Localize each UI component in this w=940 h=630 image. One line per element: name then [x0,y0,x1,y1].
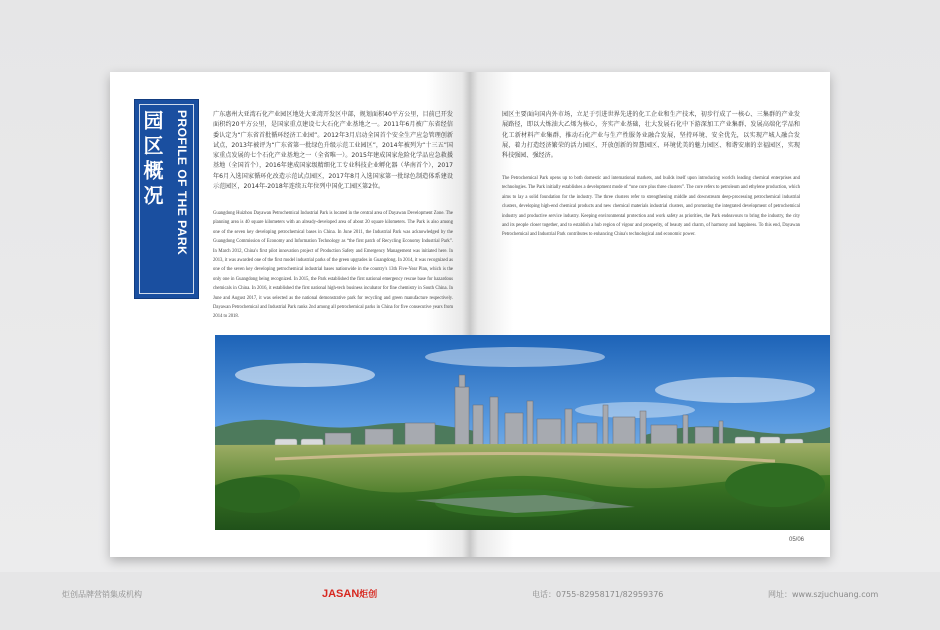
left-chinese-paragraph: 广东惠州大亚湾石化产业园区地处大亚湾开发区中部，规划面积40平方公里，目前已开发面积约20平方公里，是国家重点建设七大石化产业基地之一。2011年6月被广东省经信委认定为“广东省首批循环经济工业园”。2012年3月启动全国首个安全生产应急管理创新试点，2013年被评为“广东省第一批绿色升级示范工业园区”，2014年被列为“十三五”国家重点发展的七个石化产业基地之一（全省唯一）。2015年建成国家危险化学品应急救援基地（全国首个），2016年建成国家级精细化工专业科技企业孵化器（华南首个），2017年6月入选国家循环化改造示范试点园区，2017年8月入选国家第一批绿色制造体系建设示范园区，2014年-2018年连续五年位列中国化工园区第2位。 [213,111,453,191]
brand-name-en: JASAN [322,588,360,600]
footer-phone: 电话：0755-82958171/82959376 [532,590,664,599]
brand-name-zh: 炬创 [359,590,378,600]
section-title-zh: 园区概况 [140,110,164,210]
footer-slogan: 炬创品牌营销集成机构 [62,590,142,599]
open-brochure [110,72,830,557]
page-number: 05/06 [788,537,804,543]
petrochemical-park-panorama [215,335,830,530]
brand-logo [322,587,377,600]
section-title-block [134,99,199,299]
section-title-en: PROFILE OF THE PARK [175,110,189,256]
footer-bar [0,572,940,630]
footer-website: 网址：www.szjuchuang.com [768,590,879,599]
right-chinese-paragraph: 园区主要面向国内外市场，立足于引进世界先进的化工企业和生产技术，初步行成了一核心、三集群的产业发展路径，即以大炼油大乙烯为核心，夯实产业基础，壮大发展石化中下游深加工产业集群、发展高端化学品和化工新材料产业集群，推动石化产业与生产性服务业融合发展，坚持环境、安全优先，以实现产城人融合发展，着力打造经济繁荣的活力园区、开放创新的智慧园区、环境优美的魅力园区、和谐安康的幸福园区，实现科技强园、强经济。 [502,111,800,160]
right-english-paragraph: The Petrochemical Park opens up to both domestic and international markets, and builds itself upon introducing world's leading chemical enterprises and technologies. The Park initially establishes a development mode of “one core plus three clusters”. The core refers to petroleum and ethylene production, which aims to lay a solid foundation for the industry. The three clusters refer to strengthening middle and downstream deep-processing petrochemical industrial clusters, developing high-end chemical products and new chemical materials industrial clusters, and promoting the integrated development of petrochemical industry and productive service industry. Keeping environmental protection and work safety as priorities, the Park endeavours to bring the industry, the city and its people closer together, and to establish a hub region of vigour and prosperity, of beauty and charm, of harmony and happiness. To this end, Dayawan Petrochemical and Industrial Park contributes to enhancing China's technological and economic power. [502,176,800,238]
left-english-paragraph: Guangdong Huizhou Dayawan Petrochemical Industrial Park is located in the central area of Dayawan Development Zone. The planning area is 40 square kilometers with an already-developed area of about 20 square kilometers. The Park is also among one of the seven key developing petrochemical bases in China. In June 2011, the Industrial Park was acknowledged by the Guangdong Commission of Economy and Information Technology as “the first patch of Recycling Economy Industrial Park”. In March 2012, China's first pilot innovation project of Production Safety and Emergency Management was initiated here. In 2013, it was awarded one of the first model industrial parks of the green upgrades in Guangdong. In 2014, it was recognized as one of the seven key developing petrochemical industrial bases nationwide in the country's 13th Five-Year Plan, which is the only one in Guangdong being recognized. In 2015, the Park established the first national emergency rescue base for hazardous chemicals in China. In 2016, it established the first national high-tech business incubator for fine chemistry in South China. In June and August 2017, it was selected as the national demonstrative park for recycling and green manufacture respectively. Dayawan Petrochemical and Industrial Park ranks 2nd among all petrochemical parks in China for five consecutive years from 2014 to 2018. [213,211,453,320]
